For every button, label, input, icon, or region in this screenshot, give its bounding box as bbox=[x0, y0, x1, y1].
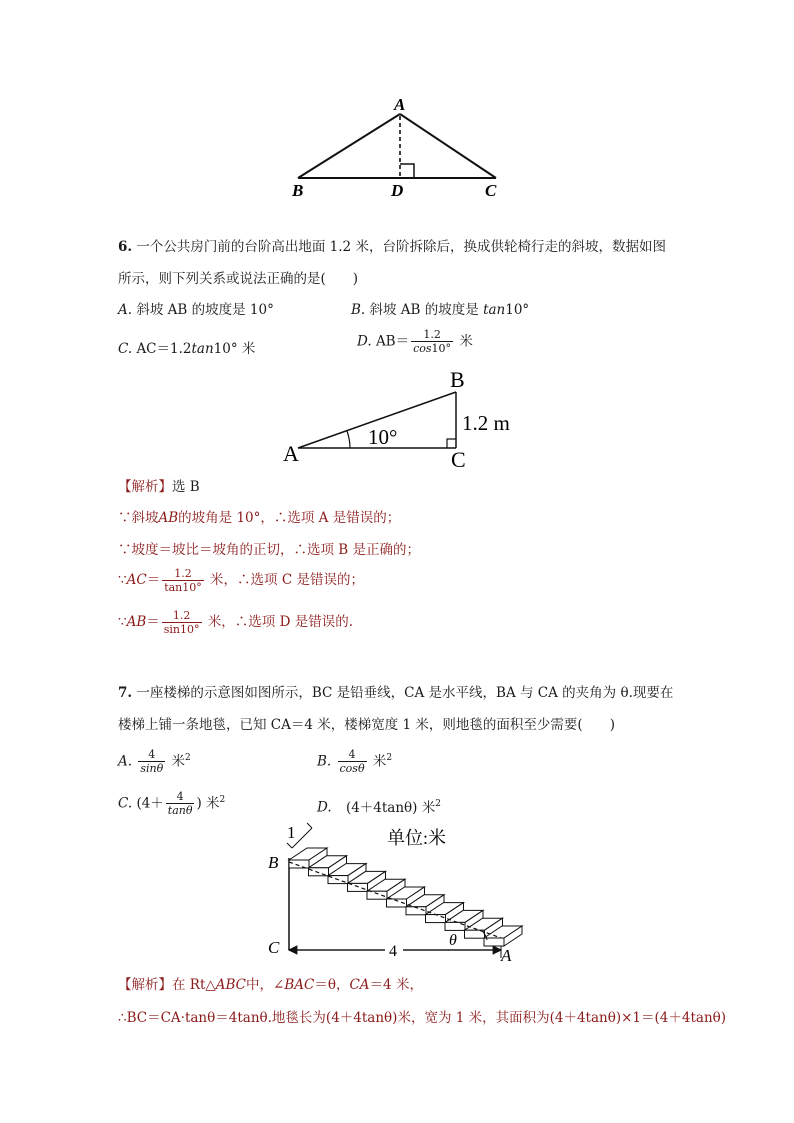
triangle-abd-figure bbox=[280, 92, 510, 202]
slope-height-label: 1.2 m bbox=[462, 411, 510, 435]
theta-label: θ bbox=[449, 932, 457, 949]
vertex-d-label: D bbox=[391, 181, 404, 200]
stair-vertex-b: B bbox=[268, 853, 279, 872]
q7-option-a: A. $\frac{4}{\sin\theta}$ 米$^2$ bbox=[118, 748, 191, 775]
stair-step-riser bbox=[367, 891, 387, 899]
q6-stem-line1: 6. 一个公共房门前的台阶高出地面 1.2 米，台阶拆除后，换成供轮椅行走的斜坡，数据如图 bbox=[118, 239, 666, 255]
q6-solution-line2: ∵坡度＝坡比＝坡角的正切，∴选项 B 是正确的； bbox=[118, 542, 421, 558]
q6-solution-line3: ∵AC＝ $\frac{1.2}{\tan 10^\circ}$ 米，∴选项 C 是错误的； bbox=[118, 566, 364, 594]
slope-vertex-a: A bbox=[283, 441, 299, 466]
vertex-c-label: C bbox=[485, 181, 497, 200]
q6-option-b: B. 斜坡 AB 的坡度是 tan10° bbox=[351, 302, 530, 318]
slope-vertex-c: C bbox=[451, 447, 466, 470]
staircase-figure bbox=[265, 818, 530, 970]
q6-number: 6. bbox=[118, 239, 133, 255]
q7-number: 7. bbox=[118, 685, 133, 701]
q6-option-a: A. 斜坡 AB 的坡度是 10° bbox=[118, 302, 274, 318]
q6-stem-line2: 所示，则下列关系或说法正确的是( ) bbox=[118, 271, 359, 287]
q7-stem-line2: 楼梯上铺一条地毯，已知 CA＝4 米，楼梯宽度 1 米，则地毯的面积至少需要( ) bbox=[118, 717, 615, 733]
q7-option-c: C. (4＋ $\frac{4}{\tan\theta}$ ) 米$^2$ bbox=[118, 790, 226, 817]
q7-solution-line2: ∴BC＝CA·tanθ＝4tanθ.地毯长为(4＋4tanθ)米，宽为 1 米，其面积为(4＋4tanθ)×1＝(4＋4tanθ) bbox=[118, 1010, 727, 1026]
q7-solution-line1: 【解析】在 Rt△ABC中，∠BAC＝θ，CA＝4 米， bbox=[118, 977, 423, 993]
stair-vertex-a: A bbox=[501, 946, 512, 965]
width-label: 1 bbox=[287, 823, 296, 842]
unit-label: 单位:米 bbox=[387, 828, 447, 848]
q6-solution-line1: ∵斜坡AB的坡角是 10°，∴选项 A 是错误的； bbox=[118, 510, 401, 526]
vertex-a-label: A bbox=[394, 95, 406, 114]
slope-angle-label: 10° bbox=[368, 425, 398, 449]
slope-triangle-figure bbox=[278, 365, 518, 470]
stair-step-riser bbox=[426, 915, 446, 923]
slope-vertex-b: B bbox=[450, 367, 465, 392]
q7-option-b: B. $\frac{4}{\cos\theta}$ 米$^2$ bbox=[317, 748, 393, 775]
q6-solution-line4: ∵AB＝ $\frac{1.2}{\sin 10^\circ}$ 米，∴选项 D 是错误的. bbox=[118, 608, 354, 636]
length-label: 4 bbox=[389, 943, 397, 960]
q6-option-c: C. AC＝1.2tan10° 米 bbox=[118, 341, 256, 357]
q7-option-d: D. (4＋4tanθ) 米$^2$ bbox=[317, 799, 441, 816]
stair-step-riser bbox=[289, 860, 309, 868]
stair-vertex-c: C bbox=[268, 938, 280, 957]
q6-option-d: D. AB＝ $\frac{1.2}{\cos 10^\circ}$ 米 bbox=[357, 328, 473, 355]
q6-solution-header: 【解析】选 B bbox=[118, 479, 200, 495]
q7-stem-line1: 7. 一座楼梯的示意图如图所示，BC 是铅垂线，CA 是水平线，BA 与 CA 的夹角为 θ.现要在 bbox=[118, 685, 674, 701]
vertex-b-label: B bbox=[292, 181, 304, 200]
